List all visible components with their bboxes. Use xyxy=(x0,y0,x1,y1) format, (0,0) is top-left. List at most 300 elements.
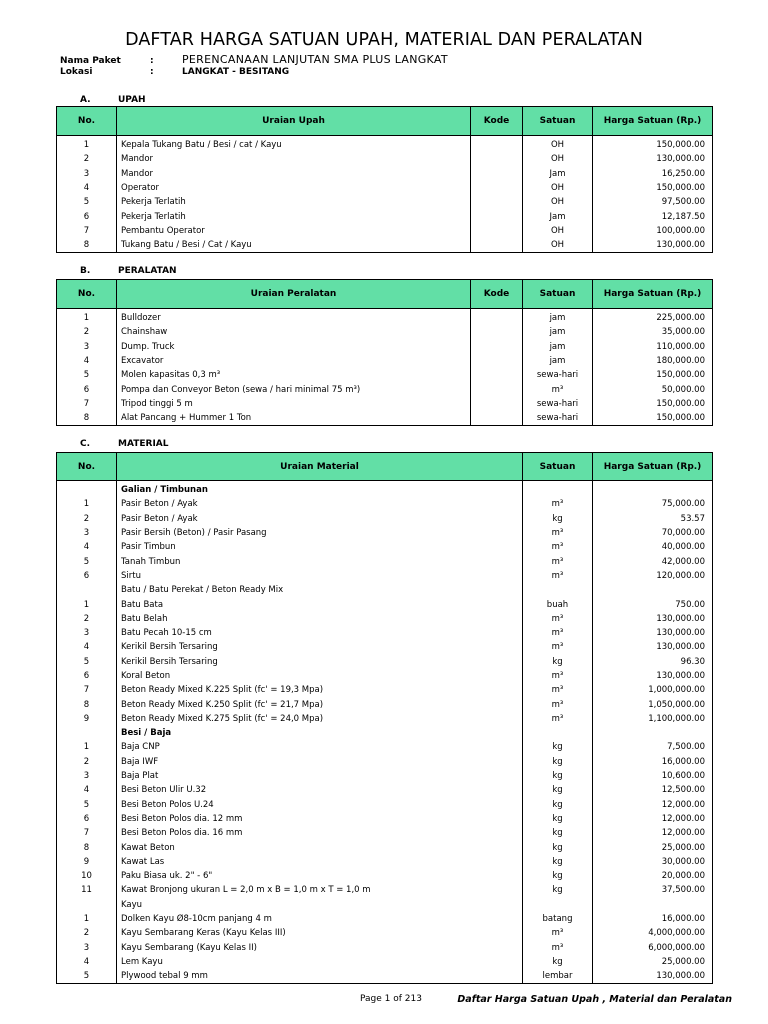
table-row xyxy=(57,941,713,955)
cell-no: 5 xyxy=(57,368,117,382)
cell-uraian: Pompa dan Conveyor Beton (sewa / hari minimal 75 m³) xyxy=(117,382,471,396)
cell-no: 2 xyxy=(57,152,117,166)
cell-no: 1 xyxy=(57,912,117,926)
cell-no xyxy=(57,898,117,912)
table-row xyxy=(57,840,713,854)
cell-satuan: kg xyxy=(523,826,593,840)
cell-no: 8 xyxy=(57,411,117,426)
cell-kode xyxy=(471,224,523,238)
table-row xyxy=(57,583,713,597)
cell-harga: 75,000.00 xyxy=(593,497,713,511)
cell-harga: 4,000,000.00 xyxy=(593,926,713,940)
table-row xyxy=(57,309,713,326)
cell-uraian: Kawat Bronjong ukuran L = 2,0 m x B = 1,0 m x T = 1,0 m xyxy=(117,883,523,897)
cell-satuan: kg xyxy=(523,798,593,812)
table-row xyxy=(57,497,713,511)
cell-no: 3 xyxy=(57,167,117,181)
table-row xyxy=(57,769,713,783)
cell-satuan: sewa-hari xyxy=(523,397,593,411)
cell-harga: 110,000.00 xyxy=(593,340,713,354)
cell-no: 3 xyxy=(57,941,117,955)
cell-no: 3 xyxy=(57,526,117,540)
cell-satuan: m³ xyxy=(523,554,593,568)
cell-harga: 25,000.00 xyxy=(593,840,713,854)
cell-uraian: Baja IWF xyxy=(117,755,523,769)
cell-harga: 12,000.00 xyxy=(593,798,713,812)
cell-harga: 53.57 xyxy=(593,512,713,526)
cell-no: 6 xyxy=(57,382,117,396)
cell-no: 2 xyxy=(57,755,117,769)
cell-uraian: Kayu Sembarang Keras (Kayu Kelas III) xyxy=(117,926,523,940)
nama-paket-row xyxy=(60,53,448,66)
table-row xyxy=(57,554,713,568)
cell-kode xyxy=(471,309,523,326)
cell-satuan: Jam xyxy=(523,167,593,181)
cell-satuan: lembar xyxy=(523,969,593,984)
cell-uraian: Batu / Batu Perekat / Beton Ready Mix xyxy=(117,583,523,597)
cell-no: 8 xyxy=(57,697,117,711)
cell-uraian: Pasir Beton / Ayak xyxy=(117,512,523,526)
cell-satuan: kg xyxy=(523,869,593,883)
table-row xyxy=(57,669,713,683)
table-row xyxy=(57,354,713,368)
cell-no: 11 xyxy=(57,883,117,897)
cell-uraian: Kawat Las xyxy=(117,855,523,869)
cell-satuan: m³ xyxy=(523,526,593,540)
table-row xyxy=(57,481,713,498)
cell-satuan: OH xyxy=(523,238,593,253)
table-row xyxy=(57,812,713,826)
table-row xyxy=(57,726,713,740)
cell-uraian: Baja Plat xyxy=(117,769,523,783)
cell-harga: 12,187.50 xyxy=(593,209,713,223)
col-header-harga: Harga Satuan (Rp.) xyxy=(593,453,713,481)
cell-kode xyxy=(471,325,523,339)
cell-no: 9 xyxy=(57,712,117,726)
cell-no: 5 xyxy=(57,554,117,568)
cell-satuan: m³ xyxy=(523,712,593,726)
cell-uraian: Kerikil Bersih Tersaring xyxy=(117,655,523,669)
cell-harga: 750.00 xyxy=(593,597,713,611)
table-row xyxy=(57,167,713,181)
cell-satuan: kg xyxy=(523,740,593,754)
cell-harga: 1,000,000.00 xyxy=(593,683,713,697)
cell-satuan: m³ xyxy=(523,926,593,940)
footer-doc-title: Daftar Harga Satuan Upah , Material dan Peralatan xyxy=(457,994,732,1005)
cell-uraian: Baja CNP xyxy=(117,740,523,754)
cell-harga: 97,500.00 xyxy=(593,195,713,209)
cell-satuan: m³ xyxy=(523,569,593,583)
cell-satuan: kg xyxy=(523,769,593,783)
upah-table xyxy=(56,106,713,253)
table-row xyxy=(57,783,713,797)
col-header-no: No. xyxy=(57,280,117,309)
lokasi-colon: : xyxy=(150,67,154,77)
cell-uraian: Kayu xyxy=(117,898,523,912)
cell-satuan: kg xyxy=(523,655,593,669)
table-row xyxy=(57,869,713,883)
cell-no: 10 xyxy=(57,869,117,883)
cell-uraian: Bulldozer xyxy=(117,309,471,326)
cell-satuan: m³ xyxy=(523,382,593,396)
cell-no: 3 xyxy=(57,769,117,783)
table-row xyxy=(57,382,713,396)
cell-satuan: OH xyxy=(523,152,593,166)
cell-harga: 10,600.00 xyxy=(593,769,713,783)
nama-paket-value: PERENCANAAN LANJUTAN SMA PLUS LANGKAT xyxy=(182,53,448,66)
cell-satuan: m³ xyxy=(523,540,593,554)
cell-harga: 130,000.00 xyxy=(593,612,713,626)
col-header-uraian: Uraian Material xyxy=(117,453,523,481)
table-row xyxy=(57,136,713,153)
cell-harga: 42,000.00 xyxy=(593,554,713,568)
cell-satuan: kg xyxy=(523,783,593,797)
table-row xyxy=(57,883,713,897)
cell-uraian: Koral Beton xyxy=(117,669,523,683)
cell-uraian: Batu Belah xyxy=(117,612,523,626)
cell-satuan: kg xyxy=(523,840,593,854)
section-letter: A. xyxy=(80,95,91,105)
cell-harga xyxy=(593,481,713,498)
cell-uraian: Lem Kayu xyxy=(117,955,523,969)
cell-satuan: kg xyxy=(523,512,593,526)
cell-kode xyxy=(471,368,523,382)
cell-uraian: Tanah Timbun xyxy=(117,554,523,568)
cell-harga: 150,000.00 xyxy=(593,181,713,195)
col-header-uraian: Uraian Peralatan xyxy=(117,280,471,309)
cell-uraian: Plywood tebal 9 mm xyxy=(117,969,523,984)
cell-satuan xyxy=(523,726,593,740)
col-header-satuan: Satuan xyxy=(523,280,593,309)
table-row xyxy=(57,912,713,926)
cell-uraian: Kayu Sembarang (Kayu Kelas II) xyxy=(117,941,523,955)
cell-uraian: Alat Pancang + Hummer 1 Ton xyxy=(117,411,471,426)
cell-kode xyxy=(471,238,523,253)
cell-satuan: m³ xyxy=(523,697,593,711)
cell-satuan: kg xyxy=(523,883,593,897)
cell-uraian: Dump. Truck xyxy=(117,340,471,354)
nama-paket-colon: : xyxy=(150,56,154,66)
cell-no: 1 xyxy=(57,136,117,153)
cell-no: 1 xyxy=(57,597,117,611)
cell-no: 6 xyxy=(57,812,117,826)
lokasi-row xyxy=(60,67,289,77)
cell-kode xyxy=(471,411,523,426)
table-row xyxy=(57,597,713,611)
cell-uraian: Beton Ready Mixed K.225 Split (fc' = 19,3 Mpa) xyxy=(117,683,523,697)
cell-satuan: m³ xyxy=(523,669,593,683)
cell-satuan: buah xyxy=(523,597,593,611)
nama-paket-label: Nama Paket xyxy=(60,56,121,66)
table-row xyxy=(57,712,713,726)
cell-satuan: m³ xyxy=(523,941,593,955)
cell-satuan: Jam xyxy=(523,209,593,223)
cell-kode xyxy=(471,209,523,223)
cell-satuan: m³ xyxy=(523,612,593,626)
cell-kode xyxy=(471,340,523,354)
lokasi-value: LANGKAT - BESITANG xyxy=(182,67,290,77)
cell-no: 7 xyxy=(57,224,117,238)
cell-no: 1 xyxy=(57,309,117,326)
cell-harga xyxy=(593,726,713,740)
cell-no: 5 xyxy=(57,969,117,984)
cell-uraian: Batu Bata xyxy=(117,597,523,611)
cell-no xyxy=(57,481,117,498)
table-row xyxy=(57,569,713,583)
lokasi-label: Lokasi xyxy=(60,67,93,77)
cell-uraian: Molen kapasitas 0,3 m³ xyxy=(117,368,471,382)
cell-uraian: Kepala Tukang Batu / Besi / cat / Kayu xyxy=(117,136,471,153)
cell-no: 6 xyxy=(57,569,117,583)
cell-satuan: batang xyxy=(523,912,593,926)
cell-harga: 7,500.00 xyxy=(593,740,713,754)
table-row xyxy=(57,683,713,697)
cell-uraian: Batu Pecah 10-15 cm xyxy=(117,626,523,640)
cell-satuan: jam xyxy=(523,340,593,354)
cell-satuan: kg xyxy=(523,812,593,826)
cell-satuan: kg xyxy=(523,955,593,969)
cell-no xyxy=(57,583,117,597)
table-row xyxy=(57,855,713,869)
cell-harga: 150,000.00 xyxy=(593,397,713,411)
cell-no: 7 xyxy=(57,397,117,411)
col-header-satuan: Satuan xyxy=(523,107,593,136)
cell-no: 6 xyxy=(57,669,117,683)
cell-no: 7 xyxy=(57,683,117,697)
cell-uraian: Excavator xyxy=(117,354,471,368)
page-number: Page 1 of 213 xyxy=(360,994,422,1004)
cell-harga: 6,000,000.00 xyxy=(593,941,713,955)
material-table xyxy=(56,452,713,984)
cell-uraian: Besi Beton Ulir U.32 xyxy=(117,783,523,797)
cell-harga xyxy=(593,583,713,597)
cell-kode xyxy=(471,167,523,181)
cell-uraian: Kawat Beton xyxy=(117,840,523,854)
cell-no xyxy=(57,726,117,740)
cell-uraian: Besi Beton Polos U.24 xyxy=(117,798,523,812)
cell-uraian: Pekerja Terlatih xyxy=(117,195,471,209)
cell-kode xyxy=(471,152,523,166)
cell-no: 8 xyxy=(57,840,117,854)
cell-harga: 130,000.00 xyxy=(593,969,713,984)
col-header-no: No. xyxy=(57,453,117,481)
col-header-kode: Kode xyxy=(471,280,523,309)
cell-uraian: Besi Beton Polos dia. 12 mm xyxy=(117,812,523,826)
cell-no: 3 xyxy=(57,626,117,640)
page-title: DAFTAR HARGA SATUAN UPAH, MATERIAL DAN PERALATAN xyxy=(125,30,643,50)
section-name: PERALATAN xyxy=(118,266,177,276)
cell-satuan: jam xyxy=(523,325,593,339)
cell-harga: 130,000.00 xyxy=(593,152,713,166)
table-row xyxy=(57,195,713,209)
section-name: UPAH xyxy=(118,95,146,105)
cell-harga: 35,000.00 xyxy=(593,325,713,339)
table-row xyxy=(57,209,713,223)
cell-harga: 130,000.00 xyxy=(593,238,713,253)
cell-harga: 1,050,000.00 xyxy=(593,697,713,711)
cell-harga: 37,500.00 xyxy=(593,883,713,897)
section-letter: C. xyxy=(80,439,91,449)
table-row xyxy=(57,740,713,754)
col-header-uraian: Uraian Upah xyxy=(117,107,471,136)
cell-uraian: Pasir Timbun xyxy=(117,540,523,554)
cell-harga: 96.30 xyxy=(593,655,713,669)
cell-harga: 150,000.00 xyxy=(593,411,713,426)
cell-harga: 150,000.00 xyxy=(593,368,713,382)
cell-uraian: Sirtu xyxy=(117,569,523,583)
cell-no: 4 xyxy=(57,540,117,554)
cell-uraian: Beton Ready Mixed K.275 Split (fc' = 24,0 Mpa) xyxy=(117,712,523,726)
cell-harga: 16,250.00 xyxy=(593,167,713,181)
table-row xyxy=(57,152,713,166)
col-header-no: No. xyxy=(57,107,117,136)
cell-harga: 150,000.00 xyxy=(593,136,713,153)
cell-satuan: m³ xyxy=(523,640,593,654)
cell-uraian: Tukang Batu / Besi / Cat / Kayu xyxy=(117,238,471,253)
section-name: MATERIAL xyxy=(118,439,169,449)
cell-harga: 70,000.00 xyxy=(593,526,713,540)
cell-no: 4 xyxy=(57,181,117,195)
cell-uraian: Pasir Beton / Ayak xyxy=(117,497,523,511)
cell-uraian: Paku Biasa uk. 2" - 6" xyxy=(117,869,523,883)
table-row xyxy=(57,697,713,711)
col-header-satuan: Satuan xyxy=(523,453,593,481)
cell-harga: 40,000.00 xyxy=(593,540,713,554)
cell-harga: 100,000.00 xyxy=(593,224,713,238)
cell-uraian: Pembantu Operator xyxy=(117,224,471,238)
table-row xyxy=(57,540,713,554)
cell-no: 1 xyxy=(57,740,117,754)
table-row xyxy=(57,755,713,769)
col-header-harga: Harga Satuan (Rp.) xyxy=(593,280,713,309)
table-row xyxy=(57,411,713,426)
cell-no: 9 xyxy=(57,855,117,869)
table-row xyxy=(57,826,713,840)
cell-no: 4 xyxy=(57,354,117,368)
cell-uraian: Operator xyxy=(117,181,471,195)
cell-satuan: m³ xyxy=(523,497,593,511)
cell-uraian: Galian / Timbunan xyxy=(117,481,523,498)
cell-no: 5 xyxy=(57,655,117,669)
cell-no: 4 xyxy=(57,955,117,969)
cell-no: 4 xyxy=(57,783,117,797)
cell-uraian: Beton Ready Mixed K.250 Split (fc' = 21,7 Mpa) xyxy=(117,697,523,711)
cell-harga: 120,000.00 xyxy=(593,569,713,583)
cell-no: 2 xyxy=(57,926,117,940)
table-row xyxy=(57,612,713,626)
cell-kode xyxy=(471,354,523,368)
cell-satuan: OH xyxy=(523,136,593,153)
cell-satuan: OH xyxy=(523,195,593,209)
col-header-kode: Kode xyxy=(471,107,523,136)
cell-uraian: Pekerja Terlatih xyxy=(117,209,471,223)
cell-uraian: Besi / Baja xyxy=(117,726,523,740)
cell-kode xyxy=(471,195,523,209)
cell-no: 5 xyxy=(57,798,117,812)
cell-satuan xyxy=(523,583,593,597)
cell-uraian: Mandor xyxy=(117,152,471,166)
cell-no: 2 xyxy=(57,325,117,339)
table-row xyxy=(57,368,713,382)
cell-harga: 12,000.00 xyxy=(593,812,713,826)
table-row xyxy=(57,397,713,411)
cell-harga: 130,000.00 xyxy=(593,669,713,683)
cell-satuan: OH xyxy=(523,181,593,195)
cell-harga: 12,000.00 xyxy=(593,826,713,840)
table-row xyxy=(57,798,713,812)
cell-kode xyxy=(471,181,523,195)
cell-uraian: Dolken Kayu Ø8-10cm panjang 4 m xyxy=(117,912,523,926)
section-letter: B. xyxy=(80,266,91,276)
table-row xyxy=(57,224,713,238)
cell-no: 3 xyxy=(57,340,117,354)
cell-no: 7 xyxy=(57,826,117,840)
cell-kode xyxy=(471,136,523,153)
cell-uraian: Kerikil Bersih Tersaring xyxy=(117,640,523,654)
cell-no: 4 xyxy=(57,640,117,654)
cell-harga: 225,000.00 xyxy=(593,309,713,326)
cell-satuan: m³ xyxy=(523,683,593,697)
cell-satuan: jam xyxy=(523,354,593,368)
cell-harga xyxy=(593,898,713,912)
cell-satuan: sewa-hari xyxy=(523,411,593,426)
cell-uraian: Pasir Bersih (Beton) / Pasir Pasang xyxy=(117,526,523,540)
cell-harga: 16,000.00 xyxy=(593,755,713,769)
cell-satuan: kg xyxy=(523,855,593,869)
table-row xyxy=(57,640,713,654)
cell-kode xyxy=(471,382,523,396)
cell-harga: 1,100,000.00 xyxy=(593,712,713,726)
cell-no: 1 xyxy=(57,497,117,511)
table-row xyxy=(57,955,713,969)
cell-satuan xyxy=(523,898,593,912)
cell-harga: 50,000.00 xyxy=(593,382,713,396)
cell-no: 2 xyxy=(57,612,117,626)
table-row xyxy=(57,238,713,253)
peralatan-table xyxy=(56,279,713,426)
cell-uraian: Mandor xyxy=(117,167,471,181)
cell-satuan: kg xyxy=(523,755,593,769)
cell-satuan: jam xyxy=(523,309,593,326)
cell-satuan xyxy=(523,481,593,498)
cell-no: 6 xyxy=(57,209,117,223)
table-row xyxy=(57,340,713,354)
cell-satuan: sewa-hari xyxy=(523,368,593,382)
cell-harga: 130,000.00 xyxy=(593,626,713,640)
table-row xyxy=(57,898,713,912)
table-row xyxy=(57,926,713,940)
table-row xyxy=(57,626,713,640)
cell-harga: 16,000.00 xyxy=(593,912,713,926)
cell-uraian: Besi Beton Polos dia. 16 mm xyxy=(117,826,523,840)
cell-harga: 12,500.00 xyxy=(593,783,713,797)
table-row xyxy=(57,325,713,339)
table-row xyxy=(57,526,713,540)
cell-harga: 30,000.00 xyxy=(593,855,713,869)
cell-no: 5 xyxy=(57,195,117,209)
cell-uraian: Chainshaw xyxy=(117,325,471,339)
table-row xyxy=(57,512,713,526)
table-row xyxy=(57,655,713,669)
cell-satuan: m³ xyxy=(523,626,593,640)
cell-harga: 25,000.00 xyxy=(593,955,713,969)
col-header-harga: Harga Satuan (Rp.) xyxy=(593,107,713,136)
cell-uraian: Tripod tinggi 5 m xyxy=(117,397,471,411)
cell-harga: 180,000.00 xyxy=(593,354,713,368)
table-row xyxy=(57,969,713,984)
table-row xyxy=(57,181,713,195)
cell-kode xyxy=(471,397,523,411)
